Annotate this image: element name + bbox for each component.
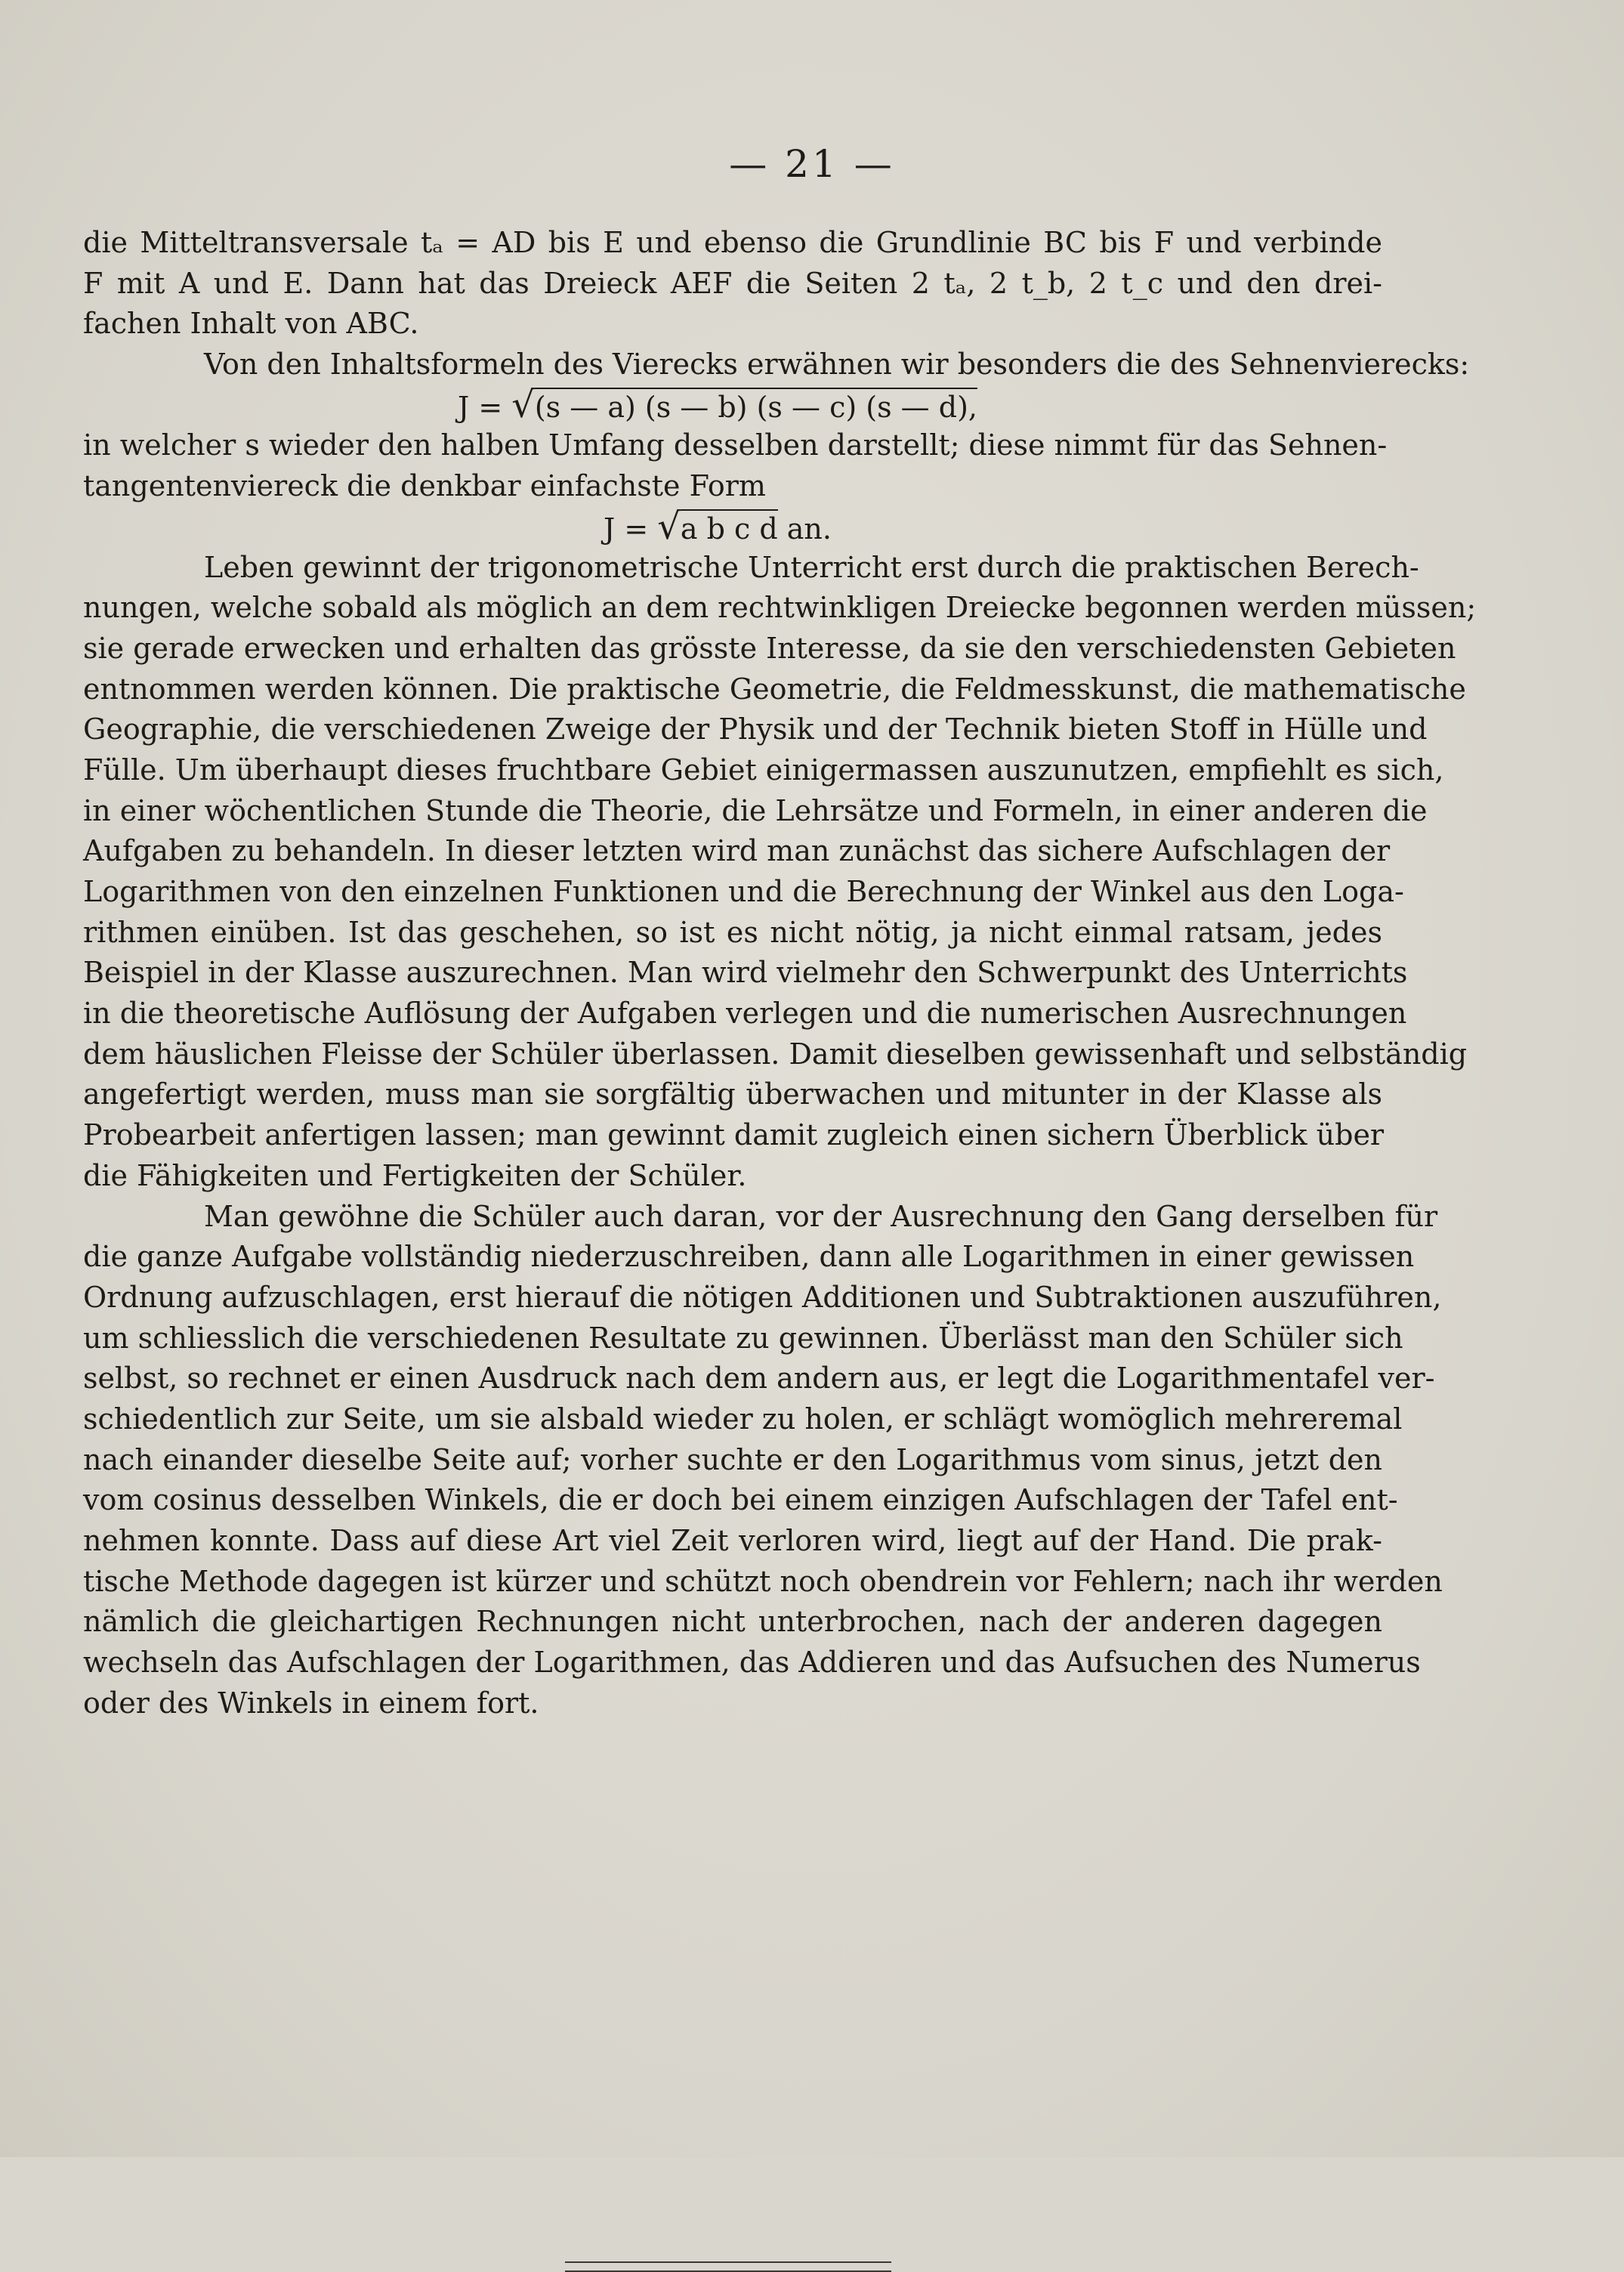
text-line: Ordnung aufzuschlagen, erst hierauf die nötigen Additionen und Subtraktionen auszuführen,: [83, 1280, 1442, 1314]
radical-sign: √: [657, 505, 681, 548]
text-line: in welcher s wieder den halben Umfang desselben darstellt; diese nimmt für das Sehnen-: [83, 428, 1388, 462]
text-line: Man gewöhne die Schüler auch daran, vor der Ausrechnung den Gang derselben für: [204, 1199, 1438, 1233]
text-line: wechseln das Aufschlagen der Logarithmen, das Addieren und das Aufsuchen des Numerus: [83, 1646, 1421, 1680]
text-line: nämlich die gleichartigen Rechnungen nicht unterbrochen, nach der anderen dagegen: [83, 1605, 1382, 1639]
page-number: — 21 —: [729, 142, 895, 186]
text-line: die Mitteltransversale tₐ = AD bis E und ebenso die Grundlinie BC bis F und verbinde: [83, 226, 1382, 259]
paragraph-3: [83, 1197, 1443, 1724]
text-line: nehmen konnte. Dass auf diese Art viel Zeit verloren wird, liegt auf der Hand. Die prak-: [83, 1524, 1382, 1557]
text-line: Fülle. Um überhaupt dieses fruchtbare Gebiet einigermassen auszunutzen, empfiehlt es sich,: [83, 753, 1444, 787]
text-line: in die theoretische Auflösung der Aufgaben verlegen und die numerischen Ausrechnungen: [83, 997, 1407, 1031]
text-line: die Fähigkeiten und Fertigkeiten der Schüler.: [83, 1158, 747, 1192]
formula-1-lhs: J =: [458, 390, 512, 424]
double-rule-divider: [565, 2261, 891, 2272]
paragraph-2: [83, 548, 1477, 1197]
text-line: Geographie, die verschiedenen Zweige der Physik und der Technik bieten Stoff in Hülle und: [83, 713, 1428, 747]
text-line: tangentenviereck die denkbar einfachste Form: [83, 469, 766, 503]
formula-area-cyclic-quadrilateral: [83, 385, 1382, 426]
text-line: angefertigt werden, muss man sie sorgfältig überwachen und mitunter in der Klasse als: [83, 1077, 1382, 1111]
formula-2-lhs: J =: [604, 512, 658, 546]
text-line: fachen Inhalt von ABC.: [83, 307, 419, 341]
text-line: oder des Winkels in einem fort.: [83, 1686, 539, 1720]
text-line: F mit A und E. Dann hat das Dreieck AEF die Seiten 2 tₐ, 2 t_b, 2 t_c und den drei-: [83, 266, 1382, 300]
text-line: Leben gewinnt der trigonometrische Unterricht erst durch die praktischen Berech-: [204, 550, 1419, 584]
text-line: in einer wöchentlichen Stunde die Theorie, die Lehrsätze und Formeln, in einer anderen die: [83, 793, 1428, 827]
text-line: nach einander dieselbe Seite auf; vorher suchte er den Logarithmus vom sinus, jetzt den: [83, 1442, 1382, 1476]
radical-sign: √: [511, 383, 535, 426]
text-line: Beispiel in der Klasse auszurechnen. Man wird vielmehr den Schwerpunkt des Unterrichts: [83, 956, 1408, 990]
text-line: Aufgaben zu behandeln. In dieser letzten wird man zunächst das sichere Aufschlagen der: [83, 834, 1391, 868]
text-line: schiedentlich zur Seite, um sie alsbald wieder zu holen, er schlägt womöglich mehreremal: [83, 1402, 1403, 1436]
formula-2-suffix: an.: [777, 512, 832, 546]
text-line: Logarithmen von den einzelnen Funktionen und die Berechnung der Winkel aus den Loga-: [83, 875, 1404, 908]
formula-area-bicentric-quadrilateral: [83, 507, 1382, 548]
text-line: um schliesslich die verschiedenen Resultate zu gewinnen. Überlässt man den Schüler sich: [83, 1321, 1403, 1355]
text-line: entnommen werden können. Die praktische Geometrie, die Feldmesskunst, die mathematische: [83, 672, 1466, 706]
text-line: sie gerade erwecken und erhalten das grösste Interesse, da sie den verschiedensten Gebieten: [83, 631, 1456, 665]
text-line: vom cosinus desselben Winkels, die er doch bei einem einzigen Aufschlagen der Tafel ent-: [83, 1483, 1398, 1517]
text-line: rithmen einüben. Ist das geschehen, so ist es nicht nötig, ja nicht einmal ratsam, jedes: [83, 915, 1382, 949]
text-line: tische Methode dagegen ist kürzer und schützt noch obendrein vor Fehlern; nach ihr werden: [83, 1564, 1443, 1598]
text-line: selbst, so rechnet er einen Ausdruck nach dem andern aus, er legt die Logarithmentafel ver-: [83, 1362, 1435, 1396]
paragraph-1: [83, 223, 1470, 385]
paragraph-1-continued: [83, 425, 1388, 506]
body-text: [83, 223, 1477, 1723]
formula-2-radicand: a b c d: [681, 509, 778, 546]
text-line: Von den Inhaltsformeln des Vierecks erwähnen wir besonders die des Sehnenvierecks:: [204, 348, 1470, 382]
text-line: dem häuslichen Fleisse der Schüler überlassen. Damit dieselben gewissenhaft und selbständig: [83, 1037, 1468, 1071]
text-line: die ganze Aufgabe vollständig niederzuschreiben, dann alle Logarithmen in einer gewissen: [83, 1240, 1415, 1274]
text-line: Probearbeit anfertigen lassen; man gewinnt damit zugleich einen sichern Überblick über: [83, 1118, 1385, 1152]
formula-1-radicand: (s — a) (s — b) (s — c) (s — d),: [535, 388, 977, 424]
text-line: nungen, welche sobald als möglich an dem rechtwinkligen Dreiecke begonnen werden müssen;: [83, 591, 1477, 625]
